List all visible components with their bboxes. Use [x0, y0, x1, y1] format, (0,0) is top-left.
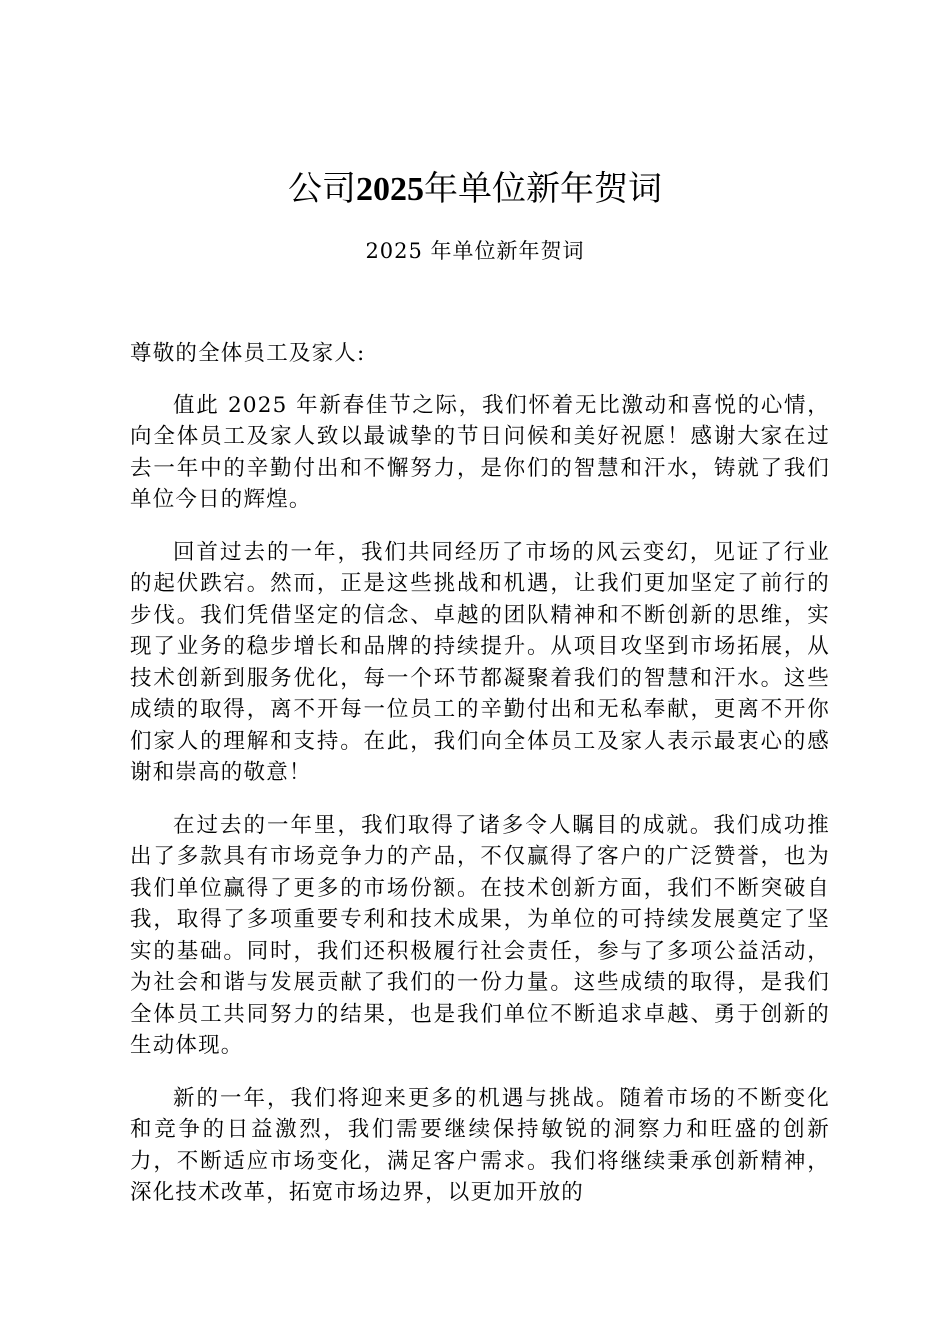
title-suffix: 年单位新年贺词: [424, 169, 662, 209]
title-year: 2025: [356, 171, 424, 208]
paragraph-2: 回首过去的一年，我们共同经历了市场的风云变幻，见证了行业的起伏跌宕。然而，正是这些挑战和机遇，让我们更加坚定了前行的步伐。我们凭借坚定的信念、卓越的团队精神和不断创新的思维，实现了业务的稳步增长和品牌的持续提升。从项目攻坚到市场拓展，从技术创新到服务优化，每一个环节都凝聚着我们的智慧和汗水。这些成绩的取得，离不开每一位员工的辛勤付出和无私奉献，更离不开你们家人的理解和支持。在此，我们向全体员工及家人表示最衷心的感谢和崇高的敬意！: [130, 539, 830, 785]
paragraph-4: 新的一年，我们将迎来更多的机遇与挑战。随着市场的不断变化和竞争的日益激烈，我们需要继续保持敏锐的洞察力和旺盛的创新力，不断适应市场变化，满足客户需求。我们将继续秉承创新精神，深化技术改革，拓宽市场边界，以更加开放的: [130, 1085, 830, 1205]
page-subtitle: 2025 年单位新年贺词: [365, 239, 585, 263]
salutation: 尊敬的全体员工及家人:: [130, 341, 366, 366]
paragraph-1: 值此 2025 年新春佳节之际，我们怀着无比激动和喜悦的心情，向全体员工及家人致以最诚挚的节日问候和美好祝愿！感谢大家在过去一年中的辛勤付出和不懈努力，是你们的智慧和汗水，铸就了我们单位今日的辉煌。: [130, 392, 830, 512]
letter-body: [130, 338, 830, 1230]
title-prefix: 公司: [288, 169, 356, 209]
paragraph-3: 在过去的一年里，我们取得了诸多令人瞩目的成就。我们成功推出了多款具有市场竞争力的产品，不仅赢得了客户的广泛赞誉，也为我们单位赢得了更多的市场份额。在技术创新方面，我们不断突破自我，取得了多项重要专利和技术成果，为单位的可持续发展奠定了坚实的基础。同时，我们还积极履行社会责任，参与了多项公益活动，为社会和谐与发展贡献了我们的一份力量。这些成绩的取得，是我们全体员工共同努力的结果，也是我们单位不断追求卓越、勇于创新的生动体现。: [130, 812, 830, 1058]
page-title: [0, 165, 950, 214]
